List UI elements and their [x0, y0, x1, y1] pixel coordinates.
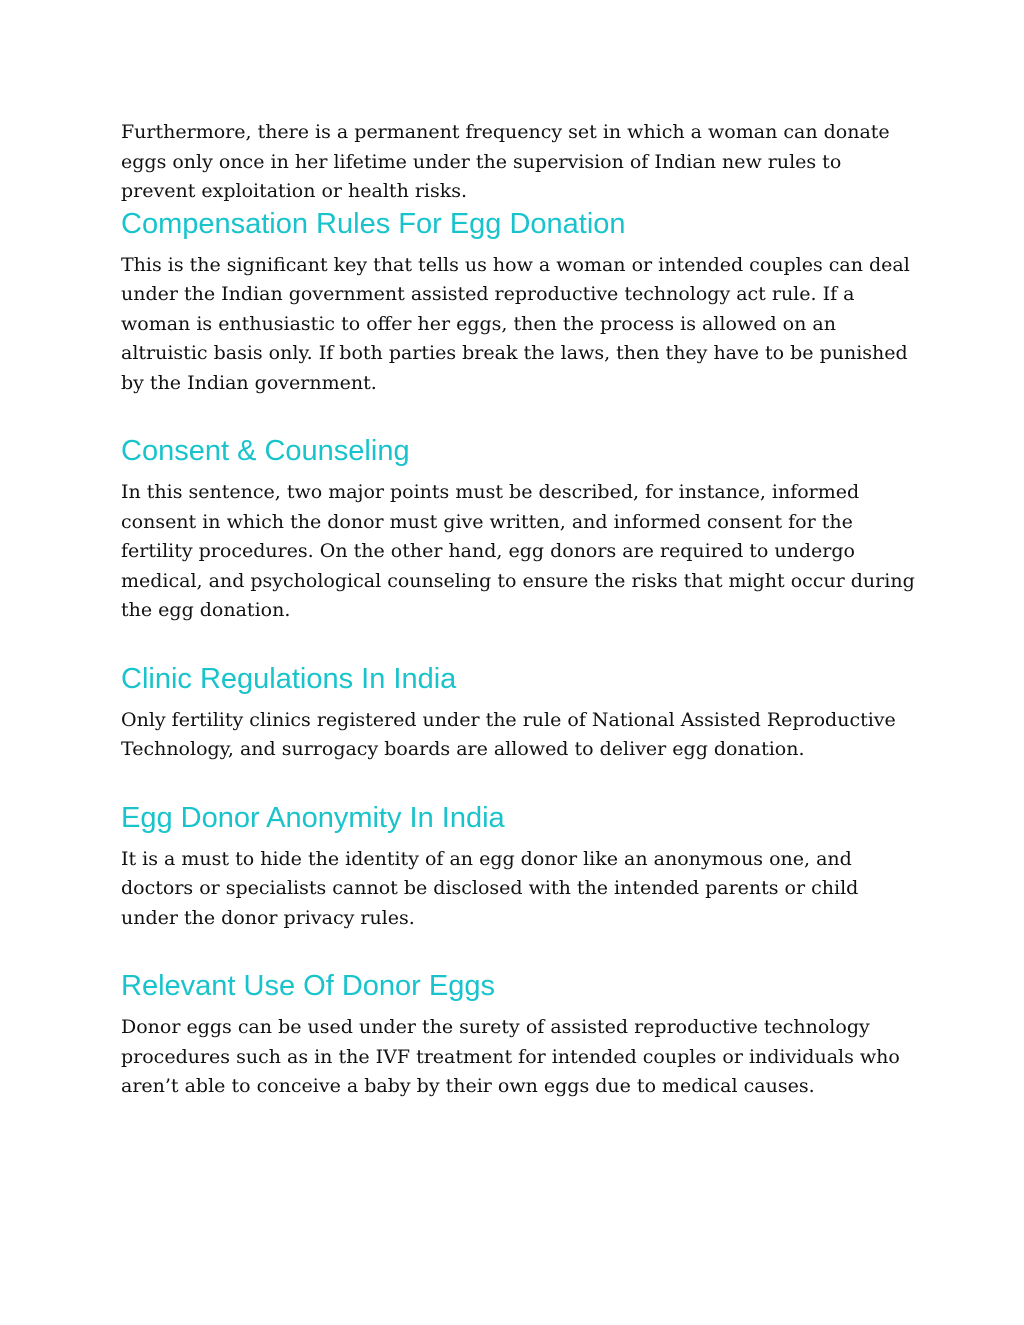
section-body: Only fertility clinics registered under the rule of National Assisted Reproductive Technology, and surrogacy boards are allowed to deliver egg donation. [121, 708, 896, 760]
section-body: In this sentence, two major points must be described, for instance, informed consent in which the donor must give written, and informed consent for the fertility procedures. On the other hand, egg donors are required to undergo medical, and psychological counseling to ensure the risks that might occur during the egg donation. [121, 481, 915, 621]
section-heading: Compensation Rules For Egg Donation [121, 207, 626, 240]
intro-paragraph: Furthermore, there is a permanent frequency set in which a woman can donate eggs only once in her lifetime under the supervision of Indian new rules to prevent exploitation or health risks. [121, 121, 890, 202]
section-clinic-regulations [121, 662, 921, 765]
document-page [121, 118, 921, 1138]
section-heading: Egg Donor Anonymity In India [121, 801, 505, 834]
section-body: It is a must to hide the identity of an egg donor like an anonymous one, and doctors or specialists cannot be disclosed with the intended parents or child under the donor privacy rules. [121, 847, 859, 929]
section-consent-counseling [121, 434, 921, 626]
section-body: Donor eggs can be used under the surety of assisted reproductive technology procedures such as in the IVF treatment for intended couples or individuals who aren’t able to conceive a baby by their own eggs due to medical causes. [121, 1016, 900, 1097]
section-relevant-use [121, 969, 921, 1102]
section-compensation-rules [121, 207, 921, 399]
section-heading: Clinic Regulations In India [121, 662, 457, 695]
section-heading: Relevant Use Of Donor Eggs [121, 970, 495, 1002]
section-heading: Consent & Counseling [121, 435, 410, 467]
section-body: This is the significant key that tells us how a woman or intended couples can deal under the Indian government assisted reproductive technology act rule. If a woman is enthusiastic to offer her eggs, then the process is allowed on an altruistic basis only. If both parties break the laws, then they have to be punished by the Indian government. [121, 253, 910, 394]
section-donor-anonymity [121, 801, 921, 934]
